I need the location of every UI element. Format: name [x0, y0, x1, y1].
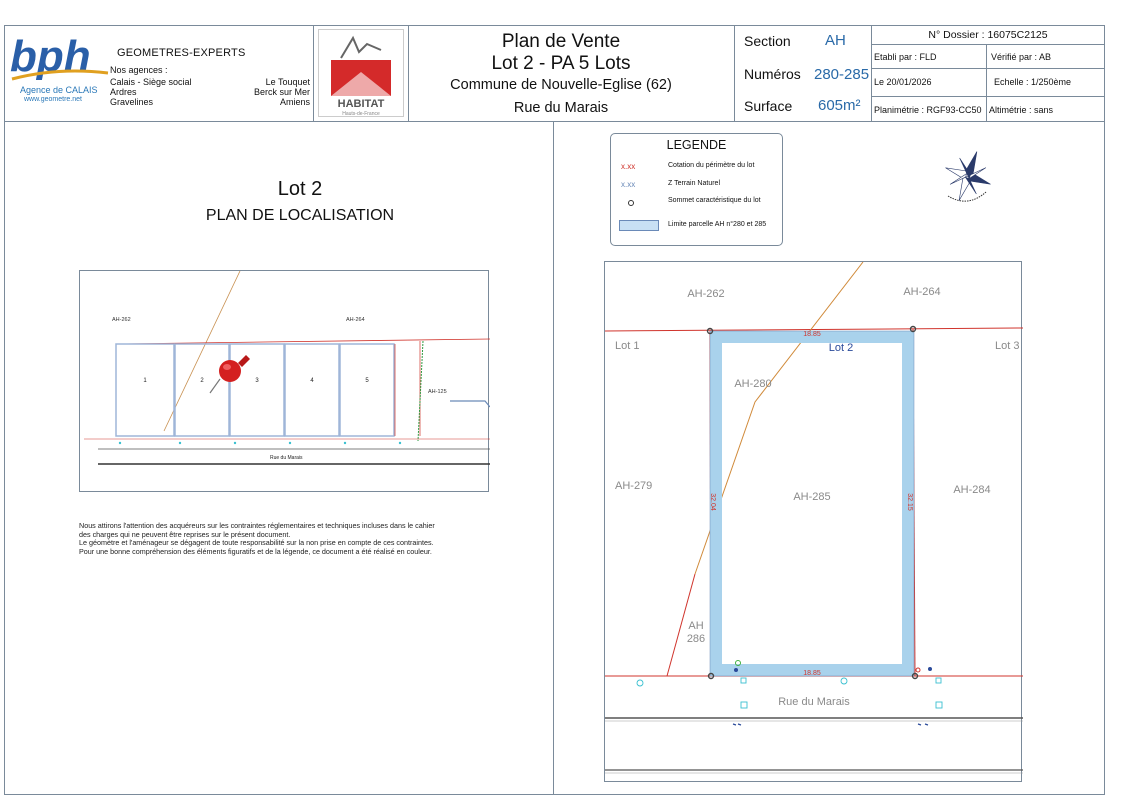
label-ah279: AH-279	[615, 480, 653, 492]
header-row-3	[871, 96, 1105, 97]
legend-sym-1: x.xx	[621, 162, 636, 171]
loc-ah262: AH-262	[112, 317, 131, 323]
label-ah280: AH-280	[734, 378, 772, 390]
habitat-logo	[318, 29, 404, 117]
lot-title: Lot 2	[277, 178, 323, 200]
dim-right: 32.15	[906, 493, 913, 511]
label-lot2: Lot 2	[828, 342, 854, 354]
label-lot1: Lot 1	[615, 340, 640, 352]
label-ah286-b: 286	[686, 633, 706, 645]
agencies-left: Calais - Siège social Ardres Gravelines	[110, 77, 192, 107]
title-plan-de-vente: Plan de Vente	[501, 31, 621, 52]
svg-text:Hauts-de-France: Hauts-de-France	[342, 111, 380, 117]
svg-text:4: 4	[310, 378, 314, 384]
loc-ah125: AH-125	[428, 389, 447, 395]
dossier-number: N° Dossier : 16075C2125	[928, 29, 1048, 41]
dim-left: 32.04	[709, 493, 716, 511]
section-label: Section	[744, 33, 791, 49]
legend-sym-2: x.xx	[621, 180, 636, 189]
label-ah262: AH-262	[687, 288, 725, 300]
company-name: GEOMETRES-EXPERTS	[117, 47, 246, 59]
lot-plan	[604, 261, 1022, 782]
label-ah284: AH-284	[953, 484, 991, 496]
agencies-label: Nos agences :	[110, 65, 168, 75]
agencies-right: Le Touquet Berck sur Mer Amiens	[253, 77, 310, 107]
svg-text:2: 2	[200, 378, 204, 384]
numeros-value: 280-285	[814, 66, 870, 83]
label-ah286-a: AH	[688, 620, 704, 632]
loc-ah264: AH-264	[346, 317, 365, 323]
section-value: AH	[825, 32, 846, 49]
numeros-label: Numéros	[744, 66, 801, 82]
agency-website: www.geometre.net	[24, 96, 82, 103]
label-ah264: AH-264	[903, 286, 941, 298]
header-divider	[4, 121, 1105, 122]
date: Le 20/01/2026	[874, 77, 932, 87]
header-sep-1	[313, 25, 314, 121]
bph-logo	[8, 30, 112, 90]
title-street: Rue du Marais	[513, 100, 609, 116]
verifie-par: Vérifié par : AB	[991, 52, 1052, 62]
body-divider	[553, 121, 554, 795]
svg-text:1: 1	[143, 378, 147, 384]
surface-value: 605m²	[818, 97, 861, 114]
dim-top: 18.85	[803, 331, 821, 338]
label-ah285: AH-285	[793, 491, 831, 503]
plan-street-label: Rue du Marais	[778, 696, 850, 708]
svg-text:bph: bph	[10, 32, 91, 81]
legend-text-2: Z Terrain Naturel	[668, 180, 721, 187]
altimetrie: Altimétrie : sans	[989, 105, 1054, 115]
header-sep-5	[986, 44, 987, 121]
title-commune: Commune de Nouvelle-Eglise (62)	[450, 77, 672, 93]
loc-street: Rue du Marais	[270, 455, 303, 461]
localisation-map	[79, 270, 489, 492]
legend-text-1: Cotation du périmètre du lot	[668, 162, 755, 169]
legend-title: LEGENDE	[666, 138, 727, 152]
etabli-par: Etabli par : FLD	[874, 52, 937, 62]
disclaimer: Nous attirons l'attention des acquéreurs sur les contraintes réglementaires et techniques incluses dans le cahier des charges qui ne peuvent être reprises sur le présent document. Le géomètre et l'aménageur se dégagent de toute responsabilité sur la non prise en compte de ces contraintes. Pour une bonne compréhension des éléments figuratifs et de la légende, ce document a été réalisé en couleur.	[79, 521, 435, 556]
dim-bottom: 18.85	[803, 670, 821, 677]
svg-text:3: 3	[255, 378, 259, 384]
svg-text:5: 5	[365, 378, 369, 384]
parcel-limit-symbol	[619, 220, 659, 231]
vertex-symbol-icon	[628, 200, 634, 206]
surface-label: Surface	[744, 98, 793, 114]
legend-box	[610, 133, 783, 246]
compass-rose-icon	[938, 144, 994, 214]
header-row-1	[871, 44, 1105, 45]
label-lot3: Lot 3	[995, 340, 1020, 352]
svg-text:HABITAT: HABITAT	[337, 98, 385, 110]
agency-name: Agence de CALAIS	[20, 85, 98, 95]
legend-text-4: Limite parcelle AH n°280 et 285	[668, 221, 767, 228]
header-row-2	[871, 68, 1105, 69]
localisation-subtitle: PLAN DE LOCALISATION	[205, 207, 395, 224]
legend-text-3: Sommet caractéristique du lot	[668, 197, 761, 204]
header-sep-3	[734, 25, 735, 121]
planimetrie: Planimétrie : RGF93-CC50	[874, 105, 982, 115]
title-lot: Lot 2 - PA 5 Lots	[491, 53, 631, 74]
echelle: Echelle : 1/250ème	[994, 77, 1072, 87]
